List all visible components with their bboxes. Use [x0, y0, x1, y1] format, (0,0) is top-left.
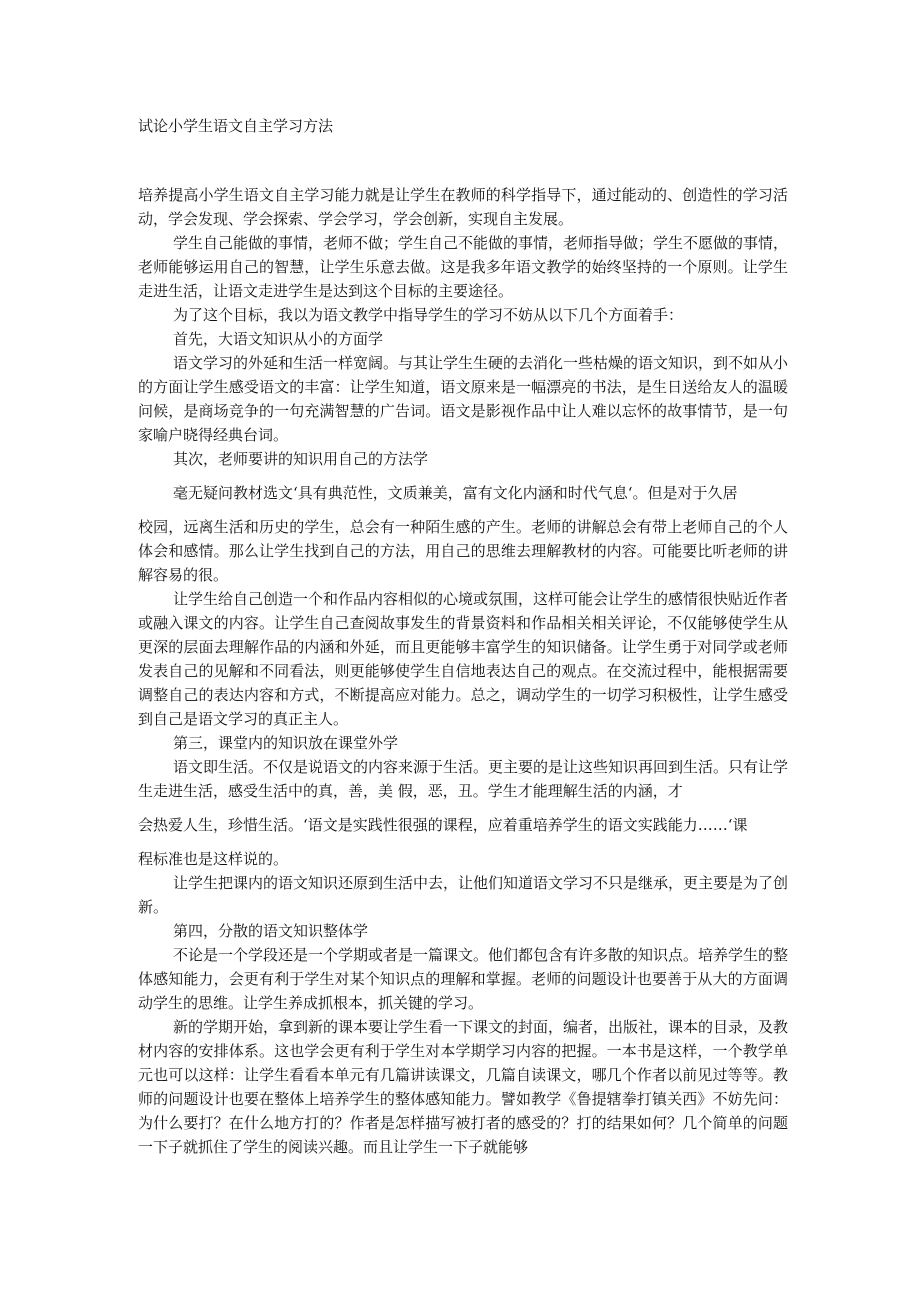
- section-heading-1: 首先，大语文知识从小的方面学: [173, 330, 384, 348]
- paragraph-4: 语文学习的外延和生活一样宽阔。与其让学生生硬的去消化一些枯燥的语文知识，到不如从小的方面让学生感受语文的丰富：让学生知道，语文原来是一幅漂亮的书法，是生日送给友人的温暖问候，是商场竞争的一句充满智慧的广告词。语文是影视作品中让人难以忘怀的故事情节，是一句家喻户晓得经典台词。: [138, 354, 789, 444]
- paragraph-1: 培养提高小学生语文自主学习能力就是让学生在教师的科学指导下，通过能动的、创造性的学习活动，学会发现、学会探索、学会学习，学会创新，实现自主发展。: [138, 186, 788, 228]
- paragraph-10: 新的学期开始，拿到新的课本要让学生看一下课文的封面，编者，出版社，课本的目录，及教材内容的安排体系。这也学会更有利于学生对本学期学习内容的把握。一本书是这样，一个教学单元也可以这样：让学生看看本单元有几篇讲读课文，几篇自读课文，哪几个作者以前见过等等。教师的问题设计也要在整体上培养学生的整体感知能力。譬如教学《鲁提辖拳打镇关西》不妨先问：为什么要打？在什么地方打的？作者是怎样描写被打者的感受的？打的结果如何？几个简单的问题一下子就抓住了学生的阅读兴趣。而且让学生一下子就能够: [138, 1018, 789, 1156]
- section-heading-2: 其次，老师要讲的知识用自己的方法学: [173, 450, 429, 468]
- paragraph-5b: 校园，远离生活和历史的学生，总会有一种陌生感的产生。老师的讲解总会有带上老师自己的个人体会和感情。那么让学生找到自己的方法，用自己的思维去理解教材的内容。可能要比听老师的讲解容易的很。: [138, 518, 788, 584]
- paragraph-9: 不论是一个学段还是一个学期或者是一篇课文。他们都包含有许多散的知识点。培养学生的整体感知能力，会更有利于学生对某个知识点的理解和掌握。老师的问题设计也要善于从大的方面调动学生的思维。让学生养成抓根本，抓关键的学习。: [138, 946, 789, 1012]
- paragraph-2: 学生自己能做的事情，老师不做；学生自己不能做的事情，老师指导做；学生不愿做的事情，老师能够运用自己的智慧，让学生乐意去做。这是我多年语文教学的始终坚持的一个原则。让学生走进生活，让语文走进学生是达到这个目标的主要途径。: [138, 234, 789, 300]
- paragraph-7b: 会热爱人生，珍惜生活。‘语文是实践性很强的课程，应着重培养学生的语文实践能力……‘课: [138, 816, 748, 834]
- section-heading-3: 第三，课堂内的知识放在课堂外学: [173, 734, 399, 752]
- paragraph-8: 让学生把课内的语文知识还原到生活中去，让他们知道语文学习不只是继承，更主要是为了创新。: [138, 874, 789, 916]
- document-title: 试论小学生语文自主学习方法: [138, 117, 334, 135]
- paragraph-5a: 毫无疑问教材选文‘具有典范性，文质兼美，富有文化内涵和时代气息‘。但是对于久居: [173, 484, 738, 502]
- document-body: [138, 183, 788, 1159]
- paragraph-3: 为了这个目标，我以为语文教学中指导学生的学习不妨从以下几个方面着手：: [173, 306, 684, 324]
- paragraph-7c: 程标准也是这样说的。: [138, 850, 289, 868]
- paragraph-6: 让学生给自己创造一个和作品内容相似的心境或氛围，这样可能会让学生的感情很快贴近作者或融入课文的内容。让学生自己查阅故事发生的背景资料和作品相关相关评论，不仅能够使学生从更深的层面去理解作品的内涵和外延，而且更能够丰富学生的知识储备。让学生勇于对同学或老师发表自己的见解和不同看法，则更能够使学生自信地表达自己的观点。在交流过程中，能根据需要调整自己的表达内容和方式，不断提高应对能力。总之，调动学生的一切学习积极性，让学生感受到自己是语文学习的真正主人。: [138, 590, 789, 728]
- paragraph-7a: 语文即生活。不仅是说语文的内容来源于生活。更主要的是让这些知识再回到生活。只有让学生走进生活，感受生活中的真，善，美 假，恶，丑。学生才能理解生活的内涵，才: [138, 758, 789, 800]
- section-heading-4: 第四，分散的语文知识整体学: [173, 922, 369, 940]
